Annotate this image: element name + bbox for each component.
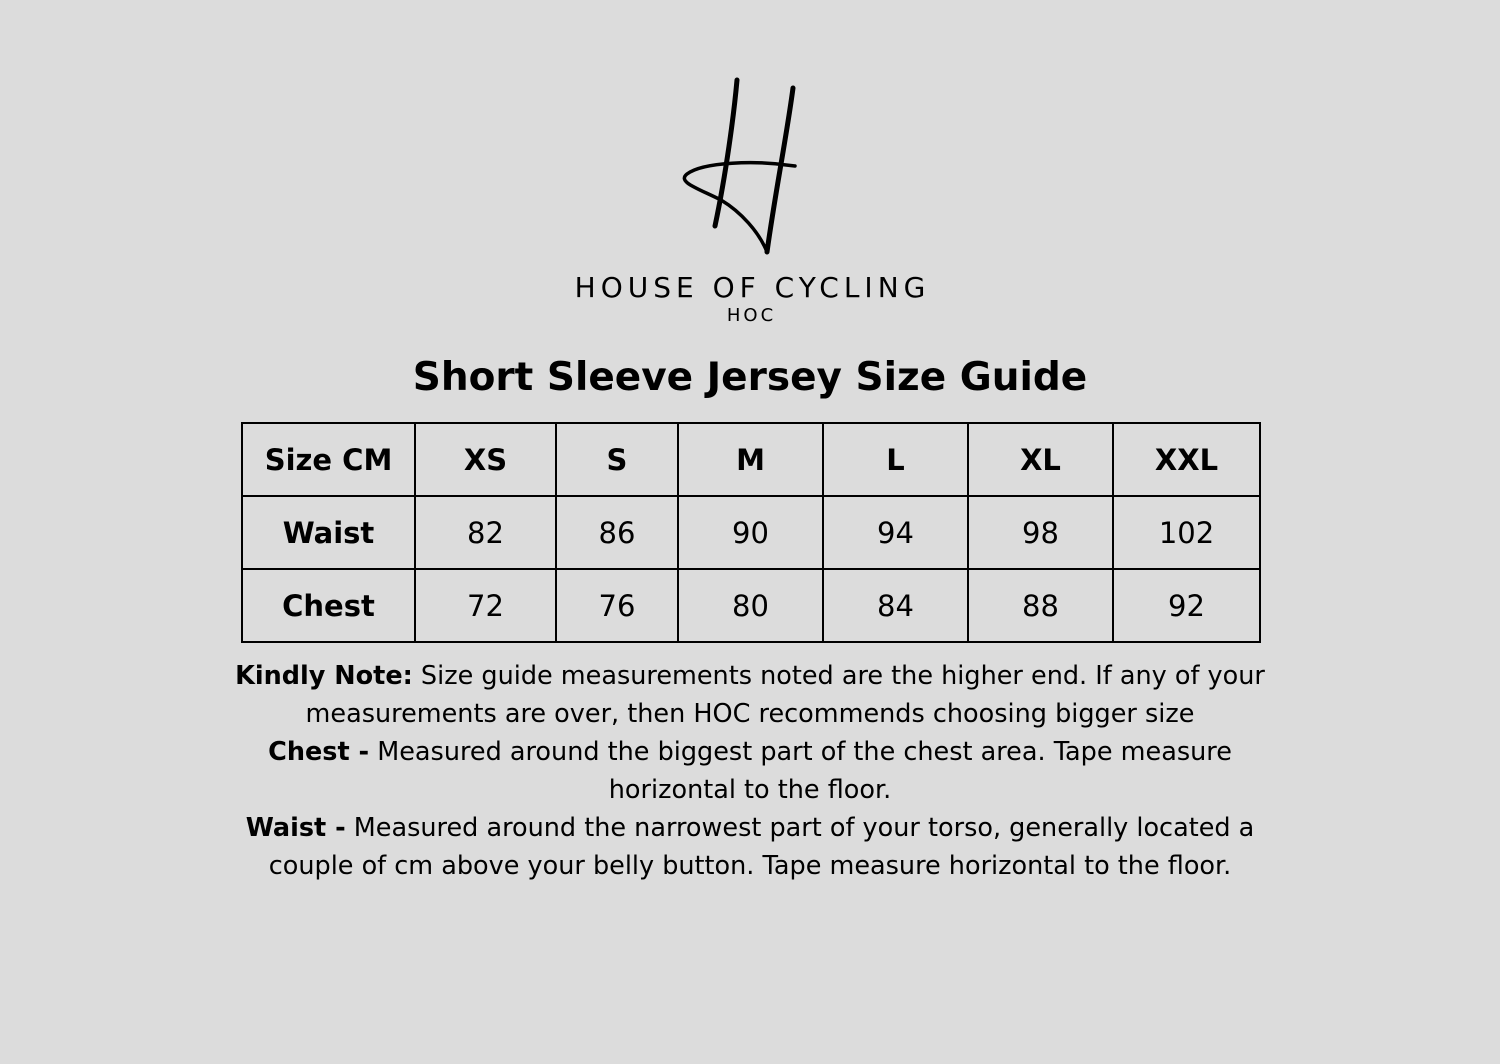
script-h-logo-icon <box>675 74 805 258</box>
header-cell-s: S <box>556 423 678 496</box>
header-cell-l: L <box>823 423 968 496</box>
chest-note-text: Measured around the biggest part of the chest area. Tape measure horizontal to the floor. <box>369 737 1232 805</box>
chest-note-label: Chest - <box>268 737 370 767</box>
header-cell-size-cm: Size CM <box>242 423 415 496</box>
kindly-note <box>230 657 1270 733</box>
page-title: Short Sleeve Jersey Size Guide <box>412 355 1088 400</box>
table-cell: 72 <box>415 569 556 642</box>
table-cell: 88 <box>968 569 1113 642</box>
table-cell: 82 <box>415 496 556 569</box>
table-row-waist <box>242 496 1260 569</box>
brand-abbreviation: HOC <box>726 305 777 326</box>
brand-name: HOUSE OF CYCLING <box>574 271 931 304</box>
table-cell: 90 <box>678 496 823 569</box>
row-label-waist: Waist <box>242 496 415 569</box>
chest-note <box>230 733 1270 809</box>
waist-note <box>230 809 1270 885</box>
table-cell: 84 <box>823 569 968 642</box>
table-cell: 102 <box>1113 496 1260 569</box>
size-notes <box>230 657 1270 885</box>
table-cell: 92 <box>1113 569 1260 642</box>
table-cell: 80 <box>678 569 823 642</box>
table-cell: 86 <box>556 496 678 569</box>
table-row-chest <box>242 569 1260 642</box>
table-cell: 98 <box>968 496 1113 569</box>
waist-note-text: Measured around the narrowest part of your torso, generally located a couple of cm above your belly button. Tape measure horizontal to the floor. <box>268 813 1255 881</box>
header-cell-xl: XL <box>968 423 1113 496</box>
waist-note-label: Waist - <box>245 813 346 843</box>
table-cell: 94 <box>823 496 968 569</box>
row-label-chest: Chest <box>242 569 415 642</box>
table-header-row <box>242 423 1260 496</box>
header-cell-xxl: XXL <box>1113 423 1260 496</box>
header-cell-xs: XS <box>415 423 556 496</box>
header-cell-m: M <box>678 423 823 496</box>
kindly-note-label: Kindly Note: <box>235 661 413 691</box>
table-cell: 76 <box>556 569 678 642</box>
size-guide-table <box>241 422 1261 643</box>
kindly-note-text: Size guide measurements noted are the higher end. If any of your measurements are over, then HOC recommends choosing bigger size <box>305 661 1265 729</box>
